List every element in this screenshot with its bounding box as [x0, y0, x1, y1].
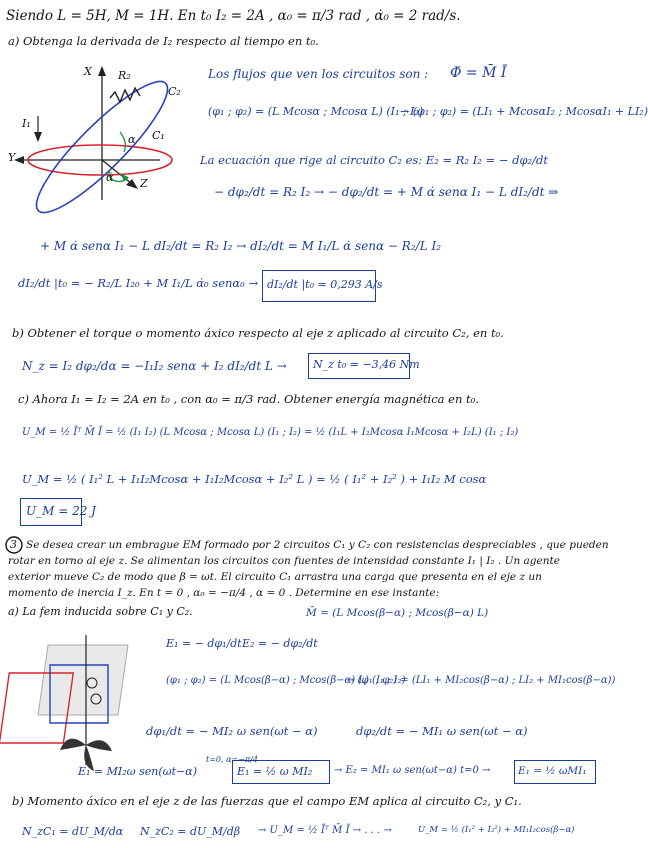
emf-2-answer: E₁ = ½ ωMI₁: [518, 765, 587, 777]
circuit-figure-1: [10, 52, 200, 227]
label-alpha: α: [128, 133, 136, 146]
emf-1-eval: E₁ = MI₂ω sen(ωt−α): [78, 765, 197, 778]
energy-expr: → U_M = ½ Īᵀ M̄ Ī → . . . →: [258, 825, 392, 836]
equation-energy-1: U_M = ½ Īᵀ M̄ Ī = ½ (I₁ I₂) (L Mcosα ; Mcosα L) (I₁ ; I₂) = ½ (I₁L + I₂Mcosα I₁Mcosα + I₂L) (I₁ ; I₂): [22, 427, 519, 438]
problem-3-number: 3: [10, 538, 17, 551]
answer-c: U_M = 22 J: [26, 504, 96, 518]
equation-torque: N_z = I₂ dφ₂/dα = −I₁I₂ senα + I₂ dI₂/dt L →: [22, 359, 287, 373]
flux-title: Los flujos que ven los circuitos son :: [208, 67, 429, 81]
equation-a: − dφ₂/dt = R₂ I₂ → − dφ₂/dt = + M α̇ senα I₁ − L dI₂/dt ⇒: [214, 185, 559, 199]
flux-equation: Φ̄ = M̄ Ī: [450, 65, 507, 81]
answer-b: N_z t₀ = −3,46 Nm: [313, 358, 420, 371]
problem-3-question-a: a) La fem inducida sobre C₁ y C₂.: [8, 605, 193, 618]
clutch-figure: [8, 625, 158, 775]
problem-header: Siendo L = 5H, M = 1H. En t₀ I₂ = 2A , α₀ = π/3 rad , α̇₀ = 2 rad/s.: [6, 8, 461, 24]
problem-3-text-3: exterior mueve C₂ de modo que β = ωt. El circuito C₁ arrastra una carga que presenta en el eje z un: [8, 571, 542, 583]
emf-2-def: E₂ = − dφ₂/dt: [242, 637, 318, 650]
dphi2-dt: dφ₂/dt = − MI₁ ω sen(ωt − α): [356, 724, 528, 738]
label-r2: R₂: [118, 69, 131, 82]
question-c: c) Ahora I₁ = I₂ = 2A en t₀ , con α₀ = π/3 rad. Obtener energía magnética en t₀.: [18, 392, 479, 406]
flux-matrix-3-left: (φ₁ ; φ₂) = (L Mcos(β−α) ; Mcos(β−α) L) (I₁ ; I₂): [166, 675, 406, 686]
mutual-matrix: M̄ = (L Mcos(β−α) ; Mcos(β−α) L): [306, 607, 489, 619]
flux-matrix-3-right: → (φ₁ ; φ₂) = (LI₁ + MI₂cos(β−α) ; LI₂ + MI₁cos(β−α)): [346, 675, 616, 686]
question-a: a) Obtenga la derivada de I₂ respecto al tiempo en t₀.: [8, 34, 319, 48]
label-alphadot: α̇: [106, 171, 114, 184]
torque-c1: N_zC₁ = dU_M/dα: [22, 825, 124, 838]
problem-3-text-4: momento de inercia I_z. En t = 0 , α₀ = −π/4 , α = 0 . Determine en ese instante:: [8, 587, 440, 599]
label-i1: I₁: [22, 117, 31, 130]
problem-3-question-b: b) Momento áxico en el eje z de las fuerzas que el campo EM aplica al circuito C₂, y C₁.: [12, 794, 522, 808]
equation-b: + M α̇ senα I₁ − L dI₂/dt = R₂ I₂ → dI₂/dt = M I₁/L α̇ senα − R₂/L I₂: [40, 239, 442, 253]
question-b: b) Obtener el torque o momento áxico respecto al eje z aplicado al circuito C₂, en t₀.: [12, 326, 504, 340]
equation-title: La ecuación que rige al circuito C₂ es: E₂ = R₂ I₂ = − dφ₂/dt: [200, 153, 548, 167]
label-c1: C₁: [152, 129, 165, 142]
axis-label-x: X: [84, 65, 92, 78]
dphi1-dt: dφ₁/dt = − MI₂ ω sen(ωt − α): [146, 724, 318, 738]
flux-matrix-right: → (φ₁ ; φ₂) = (LI₁ + McosαI₂ ; McosαI₁ + LI₂): [400, 105, 648, 118]
axis-label-z: Z: [140, 177, 148, 190]
energy-result: U_M = ½ (I₁² + I₂²) + MI₁I₂cos(β−α): [418, 825, 575, 835]
axis-label-y: Y: [8, 151, 16, 164]
torque-c2: N_zC₂ = dU_M/dβ: [140, 825, 241, 838]
label-c2: C₂: [168, 85, 181, 98]
emf-1-condition: t=0, α=−π/4: [206, 755, 258, 764]
emf-1-answer: E₁ = ½ ω MI₂: [237, 765, 313, 778]
flux-matrix-left: (φ₁ ; φ₂) = (L Mcosα ; Mcosα L) (I₁ ; I₂): [208, 105, 424, 118]
emf-1-def: E₁ = − dφ₁/dt: [166, 637, 242, 650]
equation-c: dI₂/dt |t₀ = − R₂/L I₂₀ + M I₁/L α̇₀ senα₀ →: [18, 276, 259, 290]
emf-2-eval: → E₂ = MI₁ ω sen(ωt−α) t=0 →: [334, 765, 491, 776]
problem-3-text-1: Se desea crear un embrague EM formado por 2 circuitos C₁ y C₂ con resistencias despreciables , que pueden: [26, 539, 609, 551]
equation-energy-2: U_M = ½ ( I₁² L + I₁I₂Mcosα + I₁I₂Mcosα + I₂² L ) = ½ ( I₁² + I₂² ) + I₁I₂ M cosα: [22, 472, 487, 486]
answer-a: dI₂/dt |t₀ = 0,293 A/s: [267, 278, 383, 291]
problem-3-text-2: rotar en torno al eje z. Se alimentan los circuitos con fuentes de intensidad constante I₁ | I₂ . Un agente: [8, 555, 560, 567]
